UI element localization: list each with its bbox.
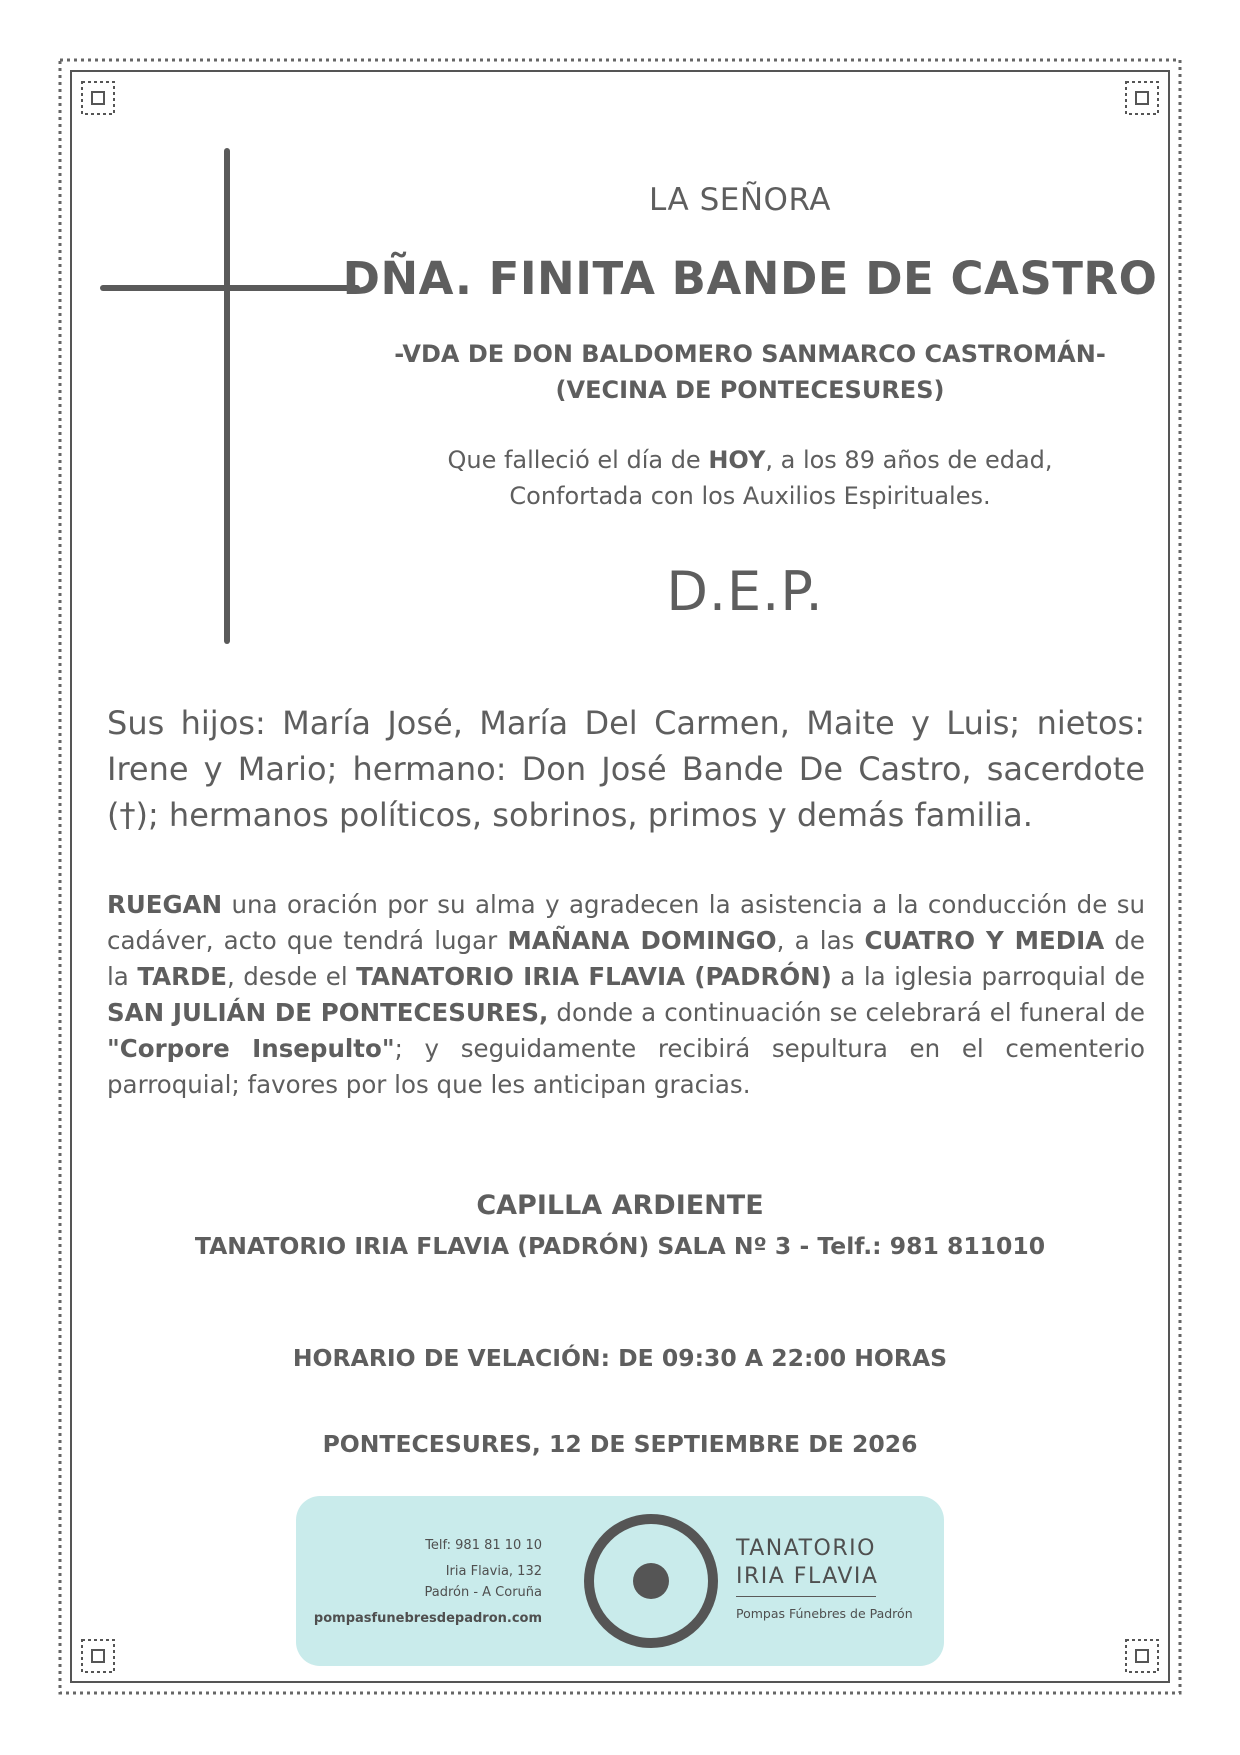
corner-ornament-bottom-right (1126, 1640, 1162, 1676)
tanatorio-logo-icon (582, 1512, 720, 1650)
capilla-title: CAPILLA ARDIENTE (476, 1190, 764, 1221)
widow-of-line: -VDA DE DON BALDOMERO SANMARCO CASTROMÁN- (394, 340, 1106, 368)
banner-address-2: Padrón - A Coruña (424, 1585, 542, 1600)
banner-phone: Telf: 981 81 10 10 (425, 1538, 542, 1553)
corner-ornament-top-right (1126, 78, 1162, 114)
corner-ornament-bottom-left (78, 1640, 114, 1676)
brand-divider (736, 1596, 876, 1597)
cross-icon (100, 148, 360, 648)
funeral-home-banner (296, 1496, 944, 1666)
place-date-line: PONTECESURES, 12 DE SEPTIEMBRE DE 2026 (322, 1430, 918, 1458)
brand-name-line-1: TANATORIO (736, 1536, 876, 1561)
horario-line: HORARIO DE VELACIÓN: DE 09:30 A 22:00 HORAS (292, 1344, 948, 1372)
deceased-name: DÑA. FINITA BANDE DE CASTRO (342, 252, 1158, 305)
title-la-senora: LA SEÑORA (649, 182, 831, 218)
capilla-detail: TANATORIO IRIA FLAVIA (PADRÓN) SALA Nº 3 - Telf.: 981 811010 (194, 1232, 1046, 1260)
banner-address-1: Iria Flavia, 132 (445, 1564, 542, 1579)
dep-heading: D.E.P. (666, 560, 824, 623)
brand-tagline: Pompas Fúnebres de Padrón (736, 1606, 913, 1621)
resident-line: (VECINA DE PONTECESURES) (555, 376, 945, 404)
brand-name-line-2: IRIA FLAVIA (736, 1564, 879, 1589)
family-paragraph: Sus hijos: María José, María Del Carmen, Maite y Luis; nietos: Irene y Mario; hermano: Don José Bande De Castro, sacerdote (†); hermanos políticos, sobrinos, primos y demás familia. (107, 704, 1145, 834)
ruegan-paragraph: RUEGAN una oración por su alma y agradecen la asistencia a la conducción de su cadáver, acto que tendrá lugar MAÑANA DOMINGO, a las CUATRO Y MEDIA de la TARDE, desde el TANATORIO IRIA FLAVIA (PADRÓN) a la iglesia parroquial de SAN JULIÁN DE PONTECESURES, donde a continuación se celebrará el funeral de "Corpore Insepulto"; y seguidamente recibirá sepultura en el cementerio parroquial; favores por los que les anticipan gracias. (107, 890, 1146, 1099)
comfort-line: Confortada con los Auxilios Espirituales. (509, 482, 991, 510)
death-line: Que falleció el día de HOY, a los 89 años de edad, (447, 446, 1053, 474)
corner-ornament-top-left (78, 78, 114, 114)
banner-website-link[interactable]: pompasfunebresdepadron.com (313, 1611, 542, 1626)
